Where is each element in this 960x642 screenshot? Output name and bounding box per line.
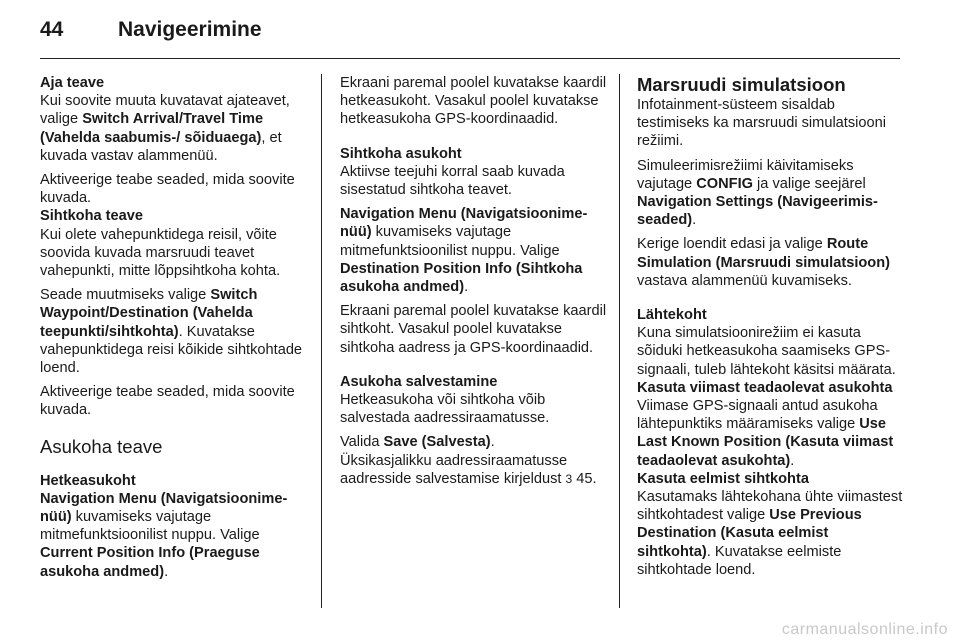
paragraph: Ekraani paremal poolel kuvatakse kaardil sihtkoht. Vasakul poolel kuvatakse sihtkoha aadress ja GPS-koordinaadid.: [340, 303, 607, 356]
text: Seade muutmiseks valige: [40, 287, 211, 304]
text: .: [164, 563, 169, 580]
menu-term: Switch Arrival/Travel Time (Vahelda saabumis-/ sõiduaega): [40, 111, 264, 146]
heading-hetkeasukoht: Hetkeasukoht: [40, 472, 136, 489]
text: Üksikasjalikku aadressiraamatusse aadresside salvestamise kirjeldust: [340, 452, 568, 487]
paragraph: [340, 452, 608, 488]
menu-term: CONFIG: [696, 175, 753, 192]
column-middle: [340, 74, 608, 488]
text: . Kuvatakse eelmiste sihtkohtade loend.: [637, 543, 842, 578]
paragraph: Kui olete vahepunktidega reisil, võite soovida kuvada marsruudi teavet vahepunkti, mitte lõppsihtkoha kohta.: [40, 226, 281, 280]
heading-kasuta-viimast: Kasuta viimast teadaolevat asukohta: [637, 379, 893, 396]
heading-asukoha-teave: Asukoha teave: [40, 435, 163, 457]
column-divider-2: [619, 74, 620, 608]
text: .: [692, 212, 697, 229]
text: Viimase GPS-signaali antud asukoha lähtepunktiks määramiseks valige: [637, 398, 878, 433]
paragraph: Hetkeasukoha või sihtkoha võib salvestada aadressiraamatusse.: [340, 392, 550, 427]
paragraph: Aktiveerige teabe seaded, mida soovite kuvada.: [40, 172, 295, 207]
menu-term: Navigation Menu (Navigatsioonimenüü): [340, 206, 588, 241]
paragraph: Ekraani paremal poolel kuvatakse kaardil hetkeasukoht. Vasakul poolel kuvatakse hetkeasukoha GPS-koordinaadid.: [340, 75, 607, 128]
text: Kasutamaks lähtekohana ühte viimastest sihtkohtadest valige: [637, 489, 903, 524]
paragraph: Aktiveerige teabe seaded, mida soovite kuvada.: [40, 384, 295, 419]
text: ja valige seejärel: [753, 175, 866, 192]
paragraph: [637, 157, 905, 230]
heading-aja-teave: Aja teave: [40, 75, 105, 91]
menu-term: Navigation Menu (Navigatsioonimenüü): [40, 490, 288, 526]
text: .: [490, 434, 495, 451]
paragraph: [40, 490, 308, 581]
text: kuvamiseks vajutage mitmefunktsioonilist nuppu. Valige: [40, 509, 260, 544]
text: , et kuvada vastav alammenüü.: [40, 129, 282, 164]
menu-term: Destination Position Info (Sihtkoha asukoha andmed): [340, 260, 583, 296]
menu-term: Route Simulation (Marsruudi simulatsioon): [637, 236, 890, 271]
menu-term: Save (Salvesta): [383, 434, 491, 451]
text: Valida: [340, 434, 384, 451]
heading-marsruudi-simulatsioon: Marsruudi simulatsioon: [637, 74, 846, 95]
paragraph: [637, 488, 905, 579]
paragraph: [340, 433, 608, 451]
page-reference[interactable]: 45.: [572, 470, 597, 487]
heading-sihtkoha-teave: Sihtkoha teave: [40, 208, 144, 225]
watermark: carmanualsonline.info: [781, 621, 948, 638]
page-title: Navigeerimine: [118, 18, 262, 41]
column-left: [40, 74, 308, 581]
heading-asukoha-salvestamine: Asukoha salvestamine: [340, 373, 498, 390]
text: .: [464, 279, 469, 296]
text: Kui soovite muuta kuvatavat ajateavet, valige: [40, 93, 290, 128]
heading-sihtkoha-asukoht: Sihtkoha asukoht: [340, 145, 462, 162]
text: . Kuvatakse vahepunktidega reisi kõikide sihtkohtade loend.: [40, 323, 303, 377]
page-header: [40, 18, 262, 42]
paragraph: [40, 92, 308, 165]
paragraph: Infotainment-süsteem sisaldab testimiseks ka marsruudi simulatsiooni režiimi.: [637, 97, 886, 150]
heading-kasuta-eelmist: Kasuta eelmist sihtkohta: [637, 470, 809, 487]
paragraph: [340, 205, 608, 296]
menu-term: Use Last Known Position (Kasuta viimast teadaolevat asukohta): [637, 416, 894, 469]
paragraph: [637, 235, 905, 290]
menu-term: Navigation Settings (Navigeerimisseaded): [637, 194, 878, 229]
column-right: [637, 74, 905, 579]
menu-term: Current Position Info (Praeguse asukoha andmed): [40, 545, 260, 580]
header-rule: [40, 58, 900, 59]
text: kuvamiseks vajutage mitmefunktsioonilist nuppu. Valige: [340, 224, 560, 259]
menu-term: Use Previous Destination (Kasuta eelmist sihtkohta): [637, 507, 862, 560]
column-divider-1: [321, 74, 322, 608]
page-reference-arrow-icon: 3: [565, 471, 573, 486]
text: .: [790, 452, 795, 469]
heading-lahtekoht: Lähtekoht: [637, 307, 707, 324]
page-number: 44: [40, 18, 64, 41]
paragraph: [40, 286, 308, 377]
text: Simuleerimisrežiimi käivitamiseks vajutage: [637, 157, 854, 192]
text: vastava alammenüü kuvamiseks.: [637, 272, 852, 289]
paragraph: Kuna simulatsioonirežiim ei kasuta sõiduki hetkeasukoha saamiseks GPS-signaali, tuleb lähtekoht käsitsi määrata.: [637, 325, 896, 378]
text: Kerige loendit edasi ja valige: [637, 236, 827, 253]
paragraph: Aktiivse teejuhi korral saab kuvada sisestatud sihtkoha teavet.: [340, 163, 565, 199]
paragraph: [637, 397, 905, 470]
menu-term: Switch Waypoint/Destination (Vahelda teepunkti/sihtkohta): [40, 287, 258, 340]
